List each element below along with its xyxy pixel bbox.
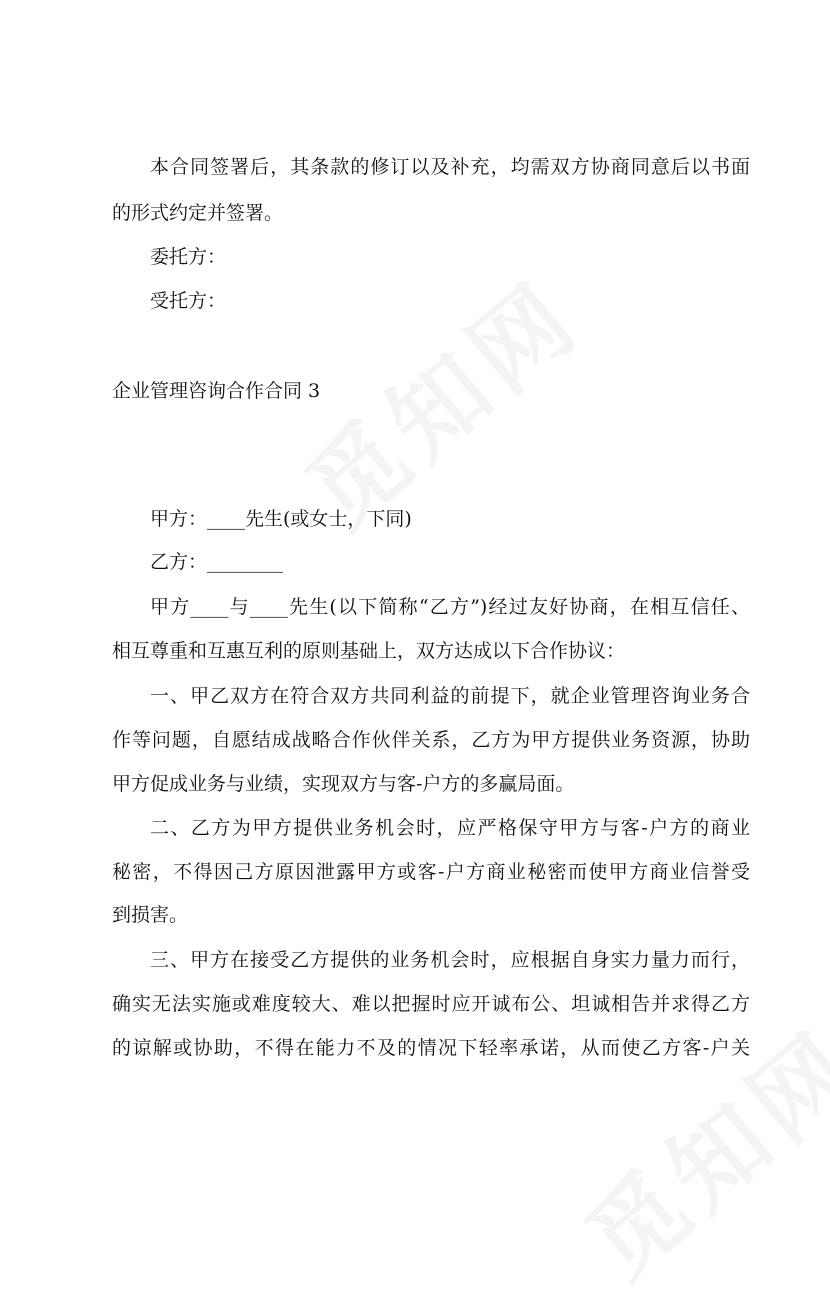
party-b-line: 乙方：________ [150,551,284,573]
party-a-line: 甲方：____先生(或女士，下同) [150,508,412,530]
principal-signature-label: 委托方： [150,246,227,268]
paragraph-line: 作等问题，自愿结成战略合作伙伴关系，乙方为甲方提供业务资源，协助 [112,729,750,751]
paragraph-line: 甲方促成业务与业绩，实现双方与客-户方的多赢局面。 [112,773,575,795]
paragraph-line: 相互尊重和互惠互利的原则基础上，双方达成以下合作协议： [112,640,626,662]
paragraph-line: 一、甲乙双方在符合双方共同利益的前提下，就企业管理咨询业务合 [150,685,750,707]
paragraph-line: 甲方____与____先生(以下简称“乙方”)经过友好协商，在相互信任、 [150,596,750,618]
paragraph-line: 的形式约定并签署。 [112,202,284,224]
agent-signature-label: 受托方： [150,290,227,312]
contract-title: 企业管理咨询合作合同 3 [112,380,321,402]
paragraph-line: 秘密，不得因己方原因泄露甲方或客-户方商业秘密而使甲方商业信誉受 [112,861,750,883]
paragraph-line: 三、甲方在接受乙方提供的业务机会时，应根据自身实力量力而行， [150,949,750,971]
paragraph-line: 到损害。 [112,904,189,926]
paragraph-line: 二、乙方为甲方提供业务机会时，应严格保守甲方与客-户方的商业 [150,817,750,839]
paragraph-line: 本合同签署后，其条款的修订以及补充，均需双方协商同意后以书面 [150,156,750,178]
paragraph-line: 的谅解或协助，不得在能力不及的情况下轻率承诺，从而使乙方客-户关 [112,1037,750,1059]
paragraph-line: 确实无法实施或难度较大、难以把握时应开诚布公、坦诚相告并求得乙方 [112,993,750,1015]
